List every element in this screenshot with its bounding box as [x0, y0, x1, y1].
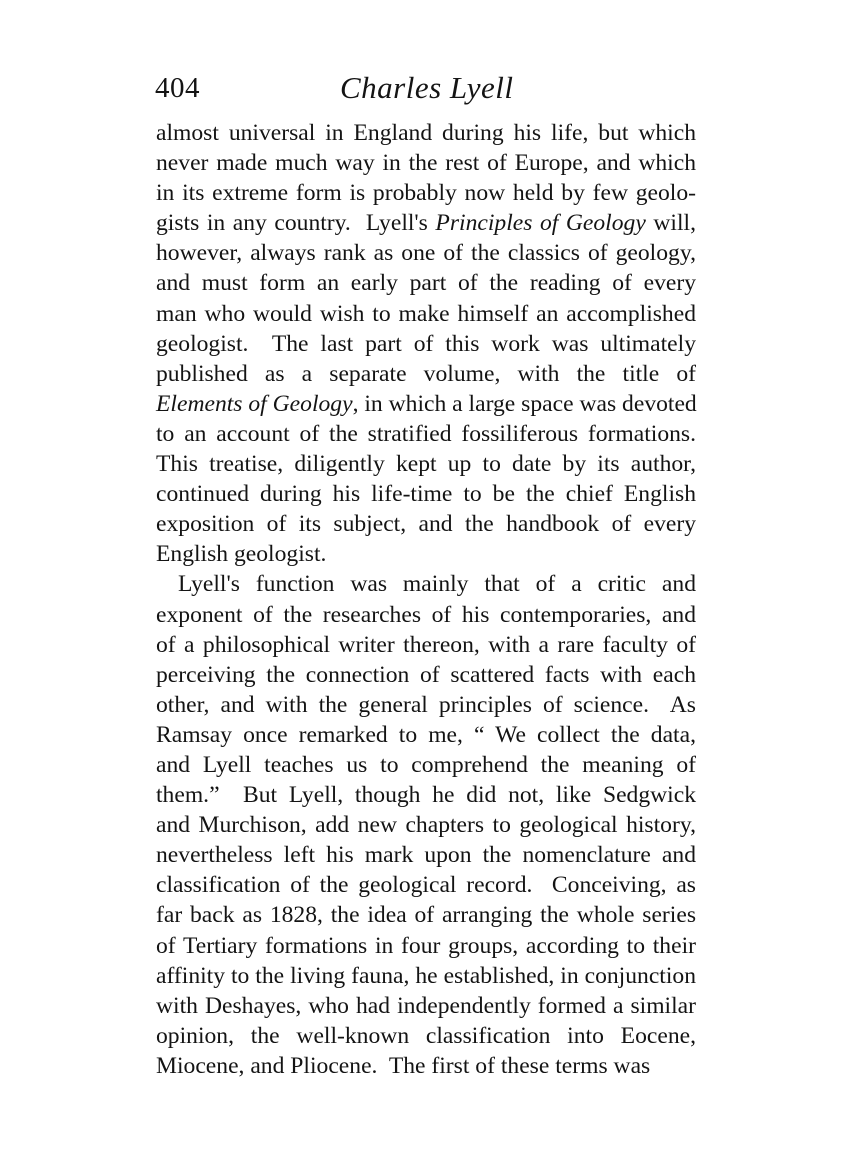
line-text: other, and with the general principles of science. As: [156, 691, 696, 718]
line-text: with Deshayes, who had independently formed a similar: [156, 992, 696, 1019]
text-line: [156, 900, 696, 930]
text-line: [156, 359, 696, 389]
line-text: however, always rank as one of the classics of geology,: [156, 240, 696, 267]
line-text: affinity to the living fauna, he established, in conjunction: [156, 962, 696, 989]
text-line: [156, 569, 696, 599]
text-line: [156, 720, 696, 750]
page-number: 404: [155, 72, 200, 104]
text-line: [156, 750, 696, 780]
text-line: [156, 991, 696, 1021]
text-line: [156, 961, 696, 991]
italic-title-text: Elements of Geology: [156, 390, 353, 417]
line-text: published as a separate volume, with the title of: [156, 360, 696, 387]
line-text: and must form an early part of the reading of every: [156, 270, 696, 297]
line-text: , in which a large space was devoted: [352, 390, 697, 417]
line-text: nevertheless left his mark upon the nomenclature and: [156, 842, 696, 869]
line-text: This treatise, diligently kept up to date by its author,: [156, 451, 696, 478]
text-line: [156, 1051, 696, 1081]
text-line: [156, 238, 696, 268]
line-text: never made much way in the rest of Europe, and which: [156, 150, 696, 177]
line-text: almost universal in England during his life, but which: [156, 120, 696, 146]
line-text: classification of the geological record. Conceiving, as: [156, 872, 696, 899]
line-text: of a philosophical writer thereon, with a rare faculty of: [156, 631, 696, 658]
line-text: and Lyell teaches us to comprehend the meaning of: [156, 751, 696, 778]
text-line: [156, 690, 696, 720]
text-line: [156, 660, 696, 690]
line-text: Lyell's function was mainly that of a critic and: [178, 571, 696, 598]
line-text: opinion, the well-known classification into Eocene,: [156, 1022, 696, 1049]
line-text: Ramsay once remarked to me, “ We collect the data,: [156, 721, 696, 748]
text-line: [156, 630, 696, 660]
line-text: geologist. The last part of this work was ultimately: [156, 330, 696, 357]
body-text: [156, 118, 696, 1081]
text-line: [156, 840, 696, 870]
text-line: [156, 268, 696, 298]
text-line: [156, 509, 696, 539]
line-text: far back as 1828, the idea of arranging the whole series: [156, 902, 696, 929]
text-line: [156, 208, 696, 238]
line-text: will,: [645, 210, 696, 237]
line-text: them.” But Lyell, though he did not, like Sedgwick: [156, 782, 696, 809]
text-line: [156, 148, 696, 178]
line-text: gists in any country. Lyell's: [156, 210, 436, 237]
text-line: [156, 600, 696, 630]
text-line: [156, 780, 696, 810]
text-line: [156, 931, 696, 961]
line-text: man who would wish to make himself an accomplished: [156, 300, 696, 327]
text-line: [156, 1021, 696, 1051]
line-text: in its extreme form is probably now held by few geolo-: [156, 180, 696, 207]
text-line: [156, 389, 696, 419]
text-line: [156, 870, 696, 900]
running-title: Charles Lyell: [340, 70, 514, 105]
line-text: and Murchison, add new chapters to geological history,: [156, 812, 696, 839]
line-text: Miocene, and Pliocene. The first of these terms was: [156, 1052, 651, 1079]
line-text: perceiving the connection of scattered facts with each: [156, 661, 696, 688]
text-line: [156, 299, 696, 329]
line-text: of Tertiary formations in four groups, according to their: [156, 932, 696, 959]
line-text: exponent of the researches of his contemporaries, and: [156, 601, 696, 628]
text-line: [156, 810, 696, 840]
text-line: [156, 178, 696, 208]
text-line: [156, 419, 696, 449]
text-line: [156, 539, 696, 569]
running-head: [155, 66, 700, 110]
line-text: exposition of its subject, and the handbook of every: [156, 511, 696, 538]
text-line: [156, 118, 696, 148]
line-text: English geologist.: [156, 541, 327, 568]
italic-title-text: Principles of Geology: [435, 210, 646, 237]
line-text: to an account of the stratified fossiliferous formations.: [156, 420, 696, 447]
text-line: [156, 449, 696, 479]
text-line: [156, 329, 696, 359]
text-line: [156, 479, 696, 509]
line-text: continued during his life-time to be the chief English: [156, 481, 696, 508]
